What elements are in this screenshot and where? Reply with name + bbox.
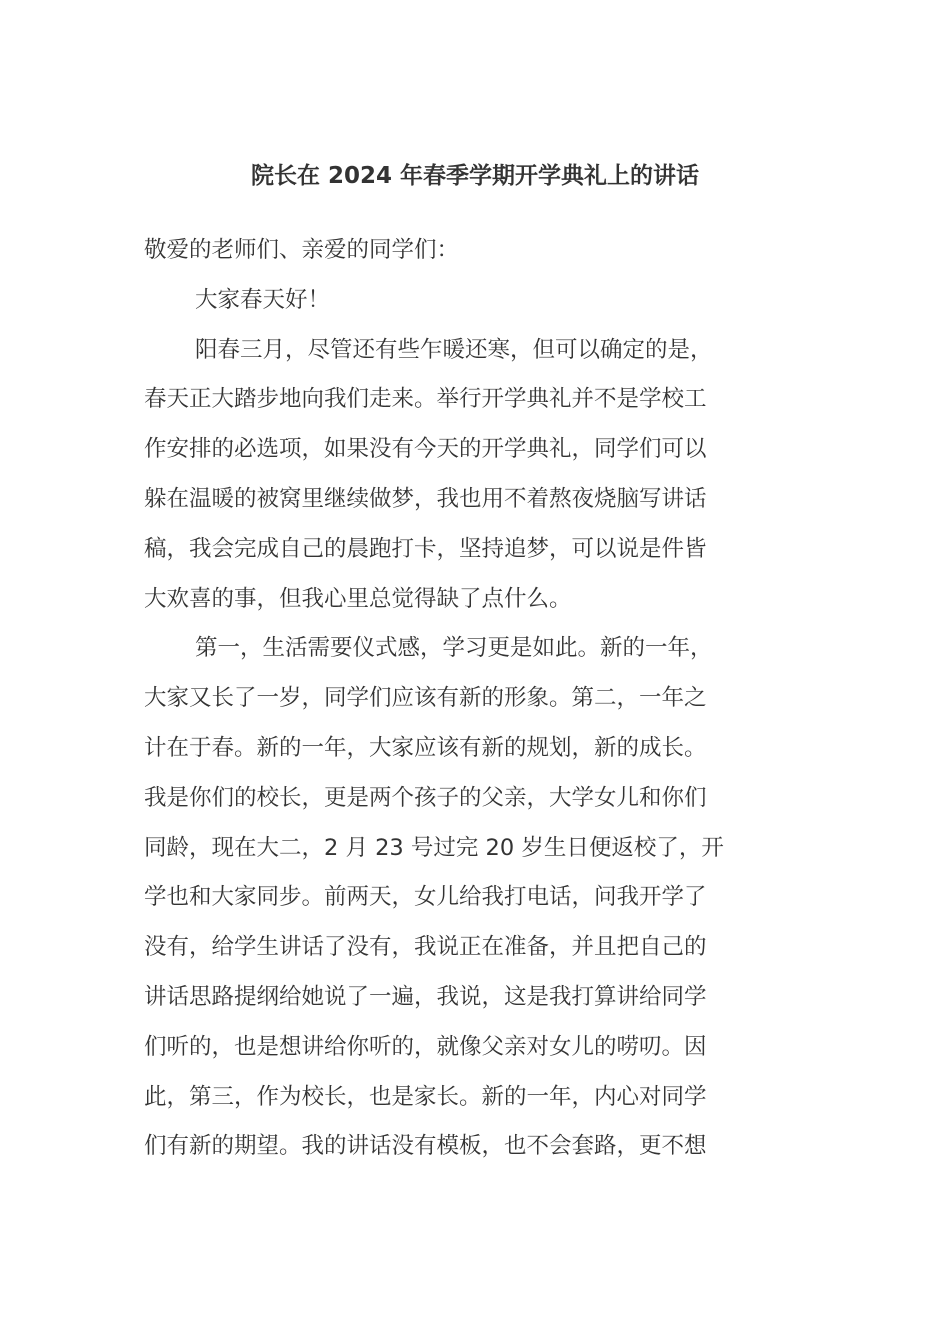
paragraph-line: 作安排的必选项，如果没有今天的开学典礼，同学们可以 (144, 436, 707, 463)
paragraph-line: 第一，生活需要仪式感，学习更是如此。新的一年， (195, 635, 713, 662)
paragraph-line: 讲话思路提纲给她说了一遍，我说，这是我打算讲给同学 (144, 983, 707, 1010)
paragraph-line: 稿，我会完成自己的晨跑打卡，坚持追梦，可以说是件皆 (144, 535, 707, 562)
paragraph-line: 我是你们的校长，更是两个孩子的父亲，大学女儿和你们 (144, 784, 707, 811)
greeting-line: 大家春天好！ (195, 286, 331, 313)
document-title: 院长在 2024 年春季学期开学典礼上的讲话 (250, 163, 700, 189)
paragraph-line: 此，第三，作为校长，也是家长。新的一年，内心对同学 (144, 1083, 707, 1110)
paragraph-line: 春天正大踏步地向我们走来。举行开学典礼并不是学校工 (144, 386, 707, 413)
paragraph-line: 没有，给学生讲话了没有，我说正在准备，并且把自己的 (144, 934, 707, 961)
paragraph-line: 学也和大家同步。前两天，女儿给我打电话，问我开学了 (144, 884, 707, 911)
paragraph-line: 们听的，也是想讲给你听的，就像父亲对女儿的唠叨。因 (144, 1033, 707, 1060)
paragraph-line: 阳春三月，尽管还有些乍暖还寒，但可以确定的是， (195, 336, 713, 363)
paragraph-line: 同龄，现在大二，2 月 23 号过完 20 岁生日便返校了，开 (144, 834, 724, 861)
paragraph-line: 大家又长了一岁，同学们应该有新的形象。第二，一年之 (144, 685, 707, 712)
paragraph-line: 大欢喜的事，但我心里总觉得缺了点什么。 (144, 585, 572, 612)
document-body (144, 226, 789, 1172)
paragraph-line: 计在于春。新的一年，大家应该有新的规划，新的成长。 (144, 734, 707, 761)
salutation-line: 敬爱的老师们、亲爱的同学们： (144, 237, 460, 263)
paragraph-line: 们有新的期望。我的讲话没有模板，也不会套路，更不想 (144, 1133, 707, 1160)
paragraph-line: 躲在温暖的被窝里继续做梦，我也用不着熬夜烧脑写讲话 (144, 485, 707, 512)
